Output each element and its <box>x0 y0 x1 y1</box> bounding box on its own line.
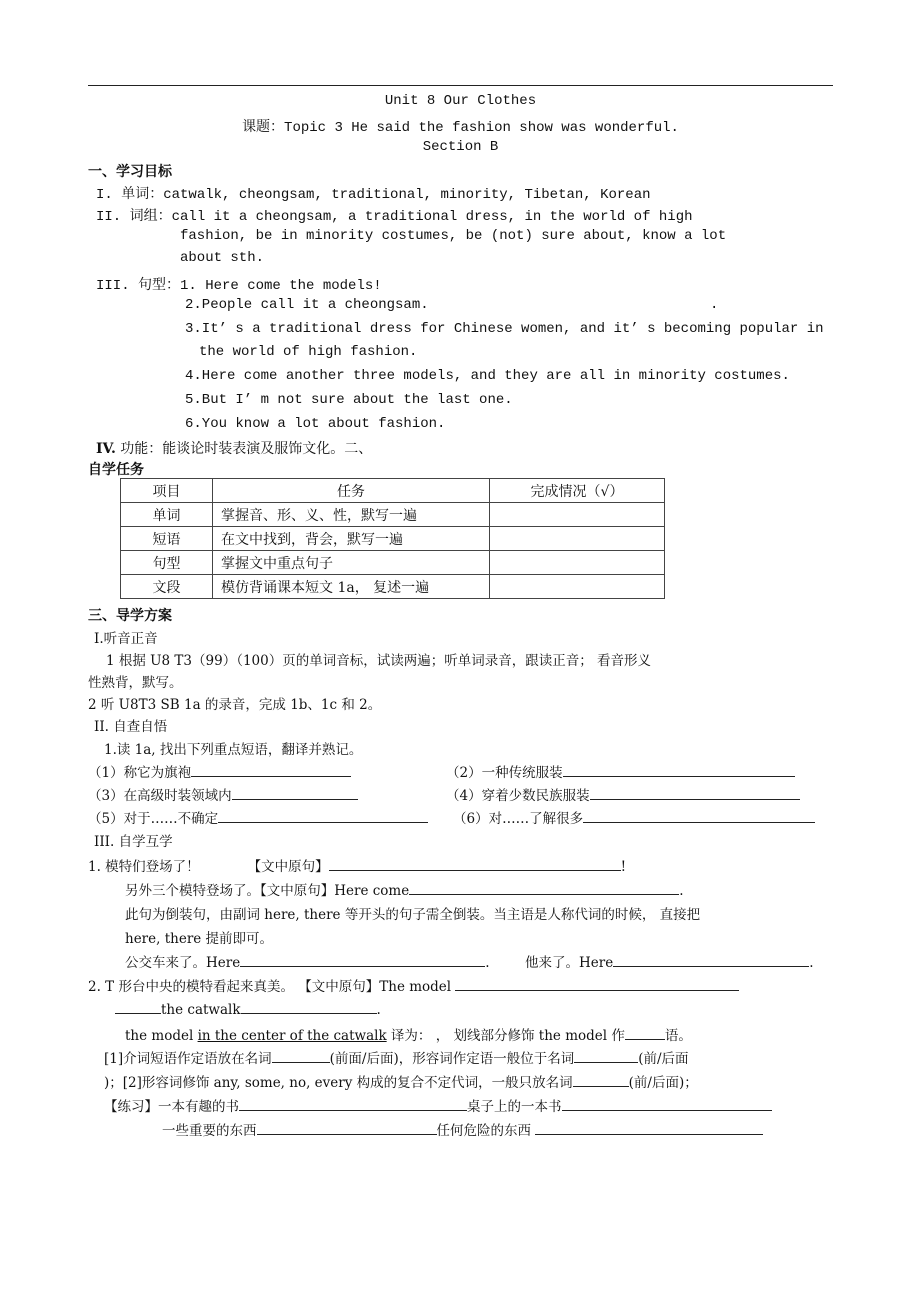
rule1-answer-1[interactable] <box>272 1048 330 1063</box>
function-label: IV. <box>96 441 116 457</box>
practice-label: 【练习】 <box>104 1099 158 1115</box>
phrase-row-2 <box>446 761 795 781</box>
rule1-text-b: (前面/后面)，形容词作定语一般位于名词 <box>329 1051 575 1067</box>
q1-source-tag: 【文中原句】 <box>247 859 329 875</box>
q1-ex1-end: . <box>485 955 490 971</box>
row-task: 掌握文中重点句子 <box>213 551 490 575</box>
q1-example-2 <box>525 951 814 971</box>
phrases-line-3: about sth. <box>180 250 265 266</box>
phrase-prompt-6: （6）对……了解很多 <box>453 811 584 827</box>
sentence-4: 4.Here come another three models, and they are all in minority costumes. <box>185 368 790 384</box>
mutual-title: III. 自学互学 <box>94 834 173 850</box>
header-completion: 完成情况（√） <box>490 479 665 503</box>
row-completion-cell[interactable] <box>490 503 665 527</box>
table-row <box>121 575 665 599</box>
vocab-line <box>96 183 651 203</box>
phrase-prompt-3: （3）在高级时装领域内 <box>88 788 232 804</box>
q1-prompt: 1. 模特们登场了！ <box>88 859 200 875</box>
sentences-label: III. 句型： <box>96 278 181 294</box>
rule2-text-a: )；[2]形容词修饰 any, some, no, every 构成的复合不定代词，一般只放名词 <box>104 1075 573 1091</box>
q2-line-1 <box>88 975 739 995</box>
phrase-answer-5[interactable] <box>218 808 428 823</box>
q1-example-1 <box>125 951 490 971</box>
q2-end-mark: . <box>376 1002 381 1018</box>
phrase-prompt-4: （4）穿着少数民族服装 <box>446 788 590 804</box>
row-completion-cell[interactable] <box>490 551 665 575</box>
q2-line-2 <box>115 999 381 1018</box>
practice-answer-1[interactable] <box>239 1096 467 1111</box>
practice-prompt-4: 任何危险的东西 <box>436 1123 531 1139</box>
task-table <box>120 478 665 599</box>
phrases-line-1 <box>96 205 693 225</box>
header-item: 项目 <box>121 479 213 503</box>
q2-rule-1 <box>104 1047 689 1067</box>
q2-line3-text-b: 译为： ， 划线部分修饰 the model 作 <box>386 1028 625 1044</box>
phrase-row-5 <box>88 807 428 827</box>
q2-underlined-phrase: in the center of the catwalk <box>197 1028 387 1044</box>
q1-note-1: 此句为倒装句，由副词 here, there 等开头的句子需全倒装。当主语是人称代词的时候， 直接把 <box>125 907 701 923</box>
practice-prompt-3: 一些重要的东西 <box>162 1123 257 1139</box>
table-row <box>121 527 665 551</box>
table-row <box>121 551 665 575</box>
phrase-row-6 <box>453 807 815 827</box>
q2-answer-1[interactable] <box>455 976 739 991</box>
self-study-heading: 自学任务 <box>88 462 144 478</box>
guide-heading: 三、导学方案 <box>88 608 172 624</box>
q1-prompt-2: 另外三个模特登场了。【文中原句】Here come <box>125 883 410 899</box>
q2-rule-2 <box>104 1071 698 1091</box>
q1-line-1 <box>88 855 626 875</box>
unit-title: Unit 8 Our Clothes <box>384 93 537 109</box>
practice-answer-2[interactable] <box>562 1096 772 1111</box>
listening-item-1: 1 根据 U8 T3（99）（100）页的单词音标，试读两遍；听单词录音，跟读正音； 看音形义 <box>106 653 652 669</box>
phrase-answer-4[interactable] <box>590 785 800 800</box>
listening-item-1-cont: 性熟背，默写。 <box>88 675 183 691</box>
phrase-prompt-1: （1）称它为旗袍 <box>88 765 192 781</box>
phrase-answer-2[interactable] <box>563 762 795 777</box>
rule1-text-c: (前/后面 <box>638 1051 689 1067</box>
phrase-row-4 <box>446 784 800 804</box>
row-item: 文段 <box>121 575 213 599</box>
practice-answer-4[interactable] <box>535 1120 763 1135</box>
q2-line-3 <box>125 1024 692 1044</box>
q1-line-2 <box>125 879 684 899</box>
rule2-answer[interactable] <box>573 1072 629 1087</box>
sentence-2-dot: . <box>710 297 719 313</box>
q1-answer-1[interactable] <box>329 856 621 871</box>
rule1-text-a: [1]介词短语作定语放在名词 <box>104 1051 272 1067</box>
section-title: Section B <box>422 139 499 155</box>
sentence-3: 3.It’ s a traditional dress for Chinese women, and it’ s becoming popular in <box>185 321 824 337</box>
row-completion-cell[interactable] <box>490 527 665 551</box>
sentence-3-cont: the world of high fashion. <box>199 344 418 360</box>
row-item: 短语 <box>121 527 213 551</box>
q1-end-mark-2: . <box>679 883 684 899</box>
listening-title: I.听音正音 <box>94 631 158 647</box>
q2-answer-4[interactable] <box>625 1025 665 1040</box>
header-task: 任务 <box>213 479 490 503</box>
function-text: 功能：能谈论时装表演及服饰文化。二、 <box>120 441 373 457</box>
phrase-answer-6[interactable] <box>583 808 815 823</box>
q2-answer-2[interactable] <box>115 999 161 1014</box>
self-check-title: II. 自查自悟 <box>94 719 168 735</box>
rule2-text-b: (前/后面)； <box>628 1075 698 1091</box>
sentence-6: 6.You know a lot about fashion. <box>185 416 446 432</box>
q1-ex2-answer[interactable] <box>613 952 809 967</box>
phrase-row-1 <box>88 761 351 781</box>
q1-ex2-prompt: 他来了。Here <box>525 955 614 971</box>
vocab-text: catwalk, cheongsam, traditional, minority, Tibetan, Korean <box>163 187 651 203</box>
function-line <box>96 438 372 458</box>
sentence-1: 1. Here come the models! <box>180 278 382 294</box>
row-item: 句型 <box>121 551 213 575</box>
row-task: 模仿背诵课本短文 1a， 复述一遍 <box>213 575 490 599</box>
row-task: 在文中找到，背会，默写一遍 <box>213 527 490 551</box>
q2-line3-end: 语。 <box>664 1028 692 1044</box>
row-task: 掌握音、形、义、性，默写一遍 <box>213 503 490 527</box>
practice-prompt-2: 桌子上的一本书 <box>467 1099 562 1115</box>
top-divider <box>88 85 833 86</box>
table-header-row <box>121 479 665 503</box>
sentence-2: 2.People call it a cheongsam. <box>185 297 429 313</box>
q1-ex1-prompt: 公交车来了。Here <box>125 955 241 971</box>
q1-note-2: here, there 提前即可。 <box>125 931 274 947</box>
table-row <box>121 503 665 527</box>
practice-line-1 <box>104 1095 772 1115</box>
q1-answer-2[interactable] <box>409 880 679 895</box>
q2-prompt: 2. T 形台中央的模特看起来真美。 【文中原句】The model <box>88 979 452 995</box>
practice-prompt-1: 一本有趣的书 <box>158 1099 239 1115</box>
sentences-line-1 <box>96 274 382 294</box>
q1-end-mark: ! <box>620 859 627 875</box>
phrases-line-2: fashion, be in minority costumes, be (not) sure about, know a lot <box>180 228 727 244</box>
q2-line3-text-a: the model <box>125 1028 198 1044</box>
phrases-text: call it a cheongsam, a traditional dress, in the world of high <box>171 209 693 225</box>
row-item: 单词 <box>121 503 213 527</box>
q2-mid-text: the catwalk <box>161 1002 241 1018</box>
sentence-5: 5.But I’ m not sure about the last one. <box>185 392 513 408</box>
q2-answer-3[interactable] <box>241 999 377 1014</box>
rule1-answer-2[interactable] <box>574 1048 638 1063</box>
phrase-row-3 <box>88 784 358 804</box>
practice-line-2 <box>162 1119 763 1139</box>
self-check-instruction: 1.读 1a, 找出下列重点短语，翻译并熟记。 <box>104 742 363 758</box>
vocab-label: I. 单词： <box>96 187 164 203</box>
phrases-label: II. 词组： <box>96 209 172 225</box>
topic-title: 课题：Topic 3 He said the fashion show was wonderful. <box>242 120 679 136</box>
phrase-answer-1[interactable] <box>191 762 351 777</box>
q1-ex1-answer[interactable] <box>240 952 485 967</box>
q1-ex2-end: . <box>809 955 814 971</box>
phrase-answer-3[interactable] <box>232 785 358 800</box>
practice-answer-3[interactable] <box>257 1120 437 1135</box>
phrase-prompt-2: （2）一种传统服装 <box>446 765 563 781</box>
goals-heading: 一、学习目标 <box>88 164 172 180</box>
phrase-prompt-5: （5）对于……不确定 <box>88 811 219 827</box>
listening-item-2: 2 听 U8T3 SB 1a 的录音，完成 1b、1c 和 2。 <box>88 697 382 713</box>
row-completion-cell[interactable] <box>490 575 665 599</box>
